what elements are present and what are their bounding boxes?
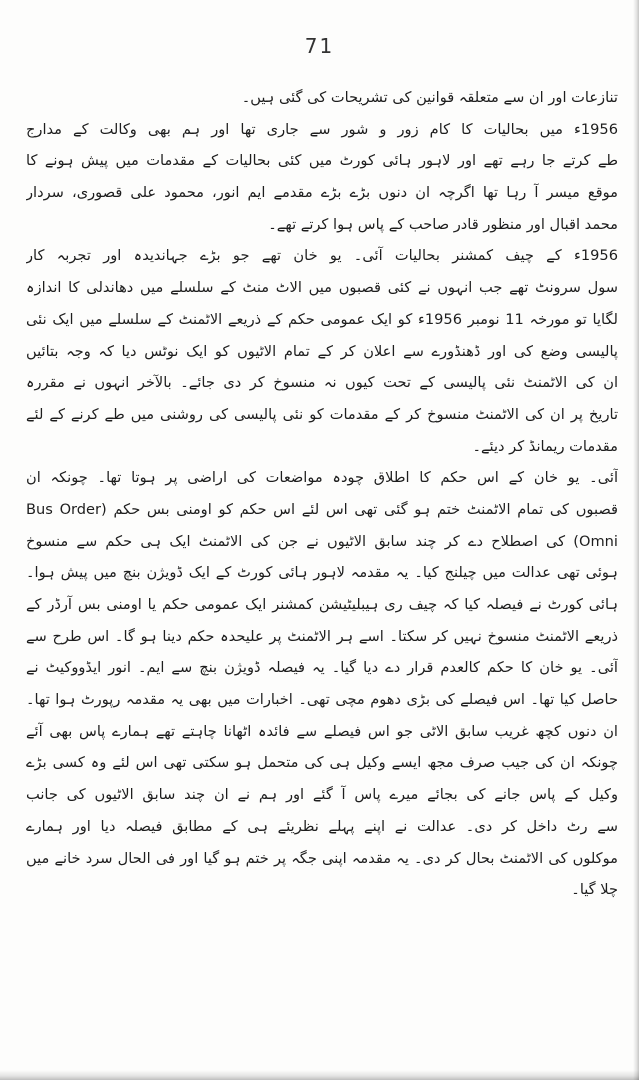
text-line-16: ہوئی تھی عدالت میں چیلنج کیا۔ یہ مقدمہ لاہور ہائی کورٹ کے ایک ڈویژن بنچ میں پیش ہوا۔ [26, 564, 618, 582]
text-line-6: 1956ء کے چیف کمشنر بحالیات آئی۔ یو خان تھے جو بڑے جہاندیدہ اور تجربہ کار [26, 247, 618, 265]
text-line-4: موقع میسر آ رہا تھا اگرچہ ان دنوں بڑے بڑے مقدمے ایم انور، محمود علی قصوری، سردار [26, 184, 618, 202]
text-line-7: سول سرونٹ تھے جب انہوں نے کئی قصبوں میں الاٹ منٹ کے سلسلے میں دھاندلی کا اندازہ [26, 279, 618, 297]
text-line-20: حاصل کیا تھا۔ اس فیصلے کی بڑی دھوم مچی تھی۔ اخبارات میں بھی یہ مقدمہ رپورٹ ہوا تھا۔ [26, 691, 618, 709]
text-line-3: طے کرتے جا رہے تھے اور لاہور ہائی کورٹ میں کئی بحالیات کے مقدمات میں پیش ہونے کا [26, 152, 618, 170]
page-number: 71 [304, 34, 335, 58]
page-text [26, 82, 618, 906]
text-line-17: ہائی کورٹ نے فیصلہ کیا کہ چیف ری ہیبلیٹیشن کمشنر ایک عمومی حکم یا اومنی بس آرڈر کے [26, 596, 618, 613]
text-line-25: موکلوں کی الاٹمنٹ بحال کر دی۔ یہ مقدمہ اپنی جگہ پر ختم ہو گیا اور فی الحال سرد خانے میں [26, 849, 618, 867]
text-line-9: پالیسی وضع کی اور ڈھنڈورے سے اعلان کر کے تمام الاٹیوں کو ایک نوٹس دیا کہ وجہ بتائیں [26, 342, 618, 360]
text-line-21: ان دنوں کچھ غریب سابق الاٹی جو اس فیصلے سے فائدہ اٹھانا چاہتے تھے ہمارے پاس بھی آئے [26, 722, 618, 740]
text-line-11: تاریخ پر ان کی الاٹمنٹ منسوخ کر کے مقدمات کو نئی پالیسی کی روشنی میں طے کرنے کے لئے [26, 405, 618, 423]
text-line-5: محمد اقبال اور منظور قادر صاحب کے پاس ہوا کرتے تھے۔ [268, 215, 618, 233]
text-line-2: 1956ء میں بحالیات کا کام زور و شور سے جاری تھا اور ہم بھی وکالت کے مدارج [26, 120, 618, 138]
text-line-18: ذریعے الاٹمنٹ منسوخ نہیں کر سکتا۔ اسے ہر الاٹمنٹ پر علیحدہ حکم دینا ہو گا۔ اس طرح سے [26, 627, 618, 645]
text-line-23: وکیل کے پاس جانے کی بجائے میرے پاس آ گئے اور ہم نے ان چند سابق الاٹیوں کی جانب [26, 786, 618, 804]
text-line-1: تنازعات اور ان سے متعلقہ قوانین کی تشریحات کی گئی ہیں۔ [241, 89, 618, 106]
text-line-15: Omni) کی اصطلاح دے کر چند سابق الاٹیوں نے جن کی الاٹمنٹ ایک ہی حکم سے منسوخ [26, 532, 618, 550]
text-line-12: مقدمات ریمانڈ کر دیئے۔ [472, 437, 618, 455]
text-line-24: سے رٹ داخل کر دی۔ عدالت نے اپنے پہلے نظریئے ہی کے مطابق فیصلہ دیا اور ہمارے [26, 817, 618, 835]
text-line-14: قصبوں کی تمام الاٹمنٹ ختم ہو گئی تھی اس لئے اس حکم کو اومنی بس حکم (Bus Order [26, 500, 618, 518]
text-line-13: آئی۔ یو خان کے اس حکم کا اطلاق چودہ مواضعات کی اراضی پر ہوتا تھا۔ چونکہ ان [26, 469, 618, 487]
text-line-10: ان کی الاٹمنٹ نئی پالیسی کے تحت کیوں نہ منسوخ کر دی جائے۔ بالآخر انہوں نے مقررہ [26, 374, 618, 392]
text-line-8: لگایا تو مورخہ 11 نومبر 1956ء کو ایک عمومی حکم کے ذریعے الاٹمنٹ کے سلسلے میں ایک نئی [26, 310, 618, 328]
text-line-22: چونکہ ان کی جیب صرف مجھ ایسے وکیل ہی کی متحمل ہو سکتی تھی اس لئے وہ کسی بڑے [26, 754, 618, 772]
text-line-19: آئی۔ یو خان کا حکم کالعدم قرار دے دیا گیا۔ یہ فیصلہ ڈویژن بنچ سے ایم۔ انور ایڈووکیٹ نے [26, 659, 618, 677]
page-edge-shadow-right [633, 0, 639, 1080]
text-line-26: چلا گیا۔ [571, 881, 618, 899]
page-edge-shadow-bottom [0, 1070, 639, 1080]
